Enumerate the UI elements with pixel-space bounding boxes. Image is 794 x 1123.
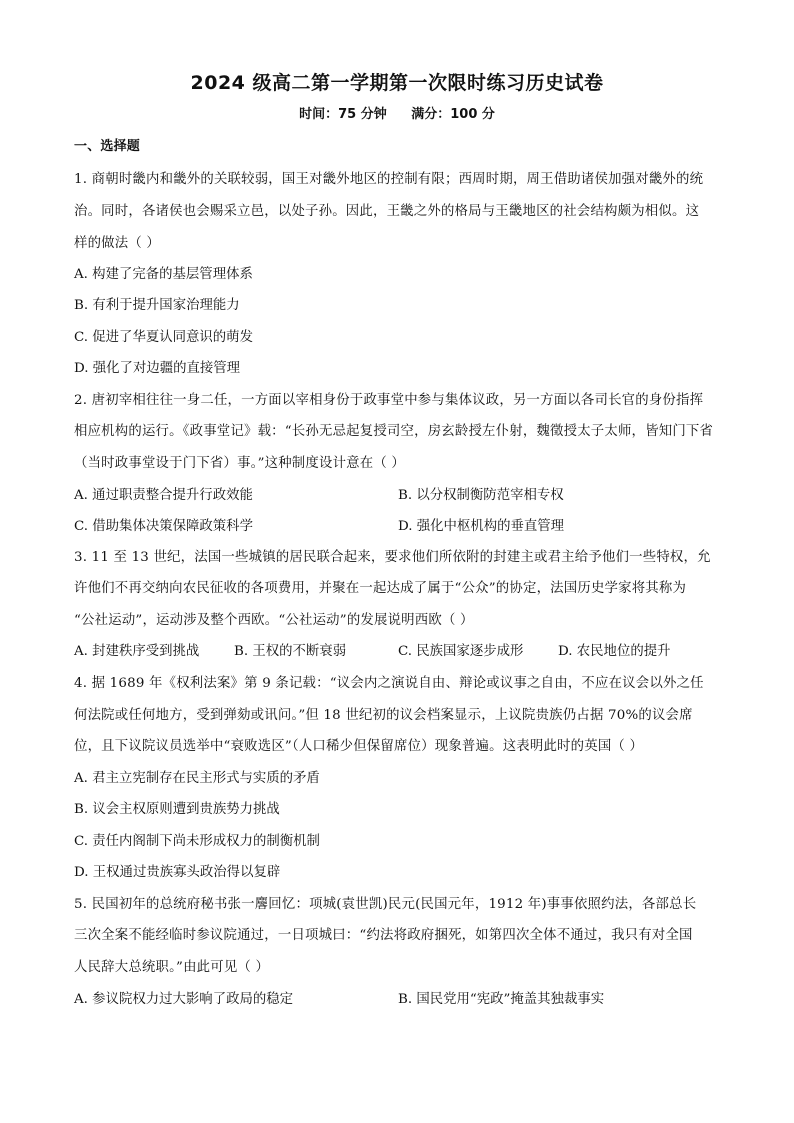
q2-option-b: B. 以分权制衡防范宰相专权 <box>398 488 564 503</box>
q3-line-2: 许他们不再交纳向农民征收的各项费用，并聚在一起达成了属于“公众”的协定，法国历史学家将其称为 <box>74 581 687 596</box>
q3-line-3: “公社运动”，运动涉及整个西欧。“公社运动”的发展说明西欧（ ） <box>74 613 474 628</box>
q1-line-2: 治。同时，各诸侯也会赐采立邑，以处子孙。因此，王畿之外的格局与王畿地区的社会结构颇为相似。这 <box>74 204 700 219</box>
q4-line-1: 4. 据 1689 年《权利法案》第 9 条记载：“议会内之演说自由、辩论或议事之自由，不应在议会以外之任 <box>74 676 704 691</box>
exam-subtitle <box>0 103 794 122</box>
q2-option-d: D. 强化中枢机构的垂直管理 <box>398 519 565 534</box>
q3-option-d: D. 农民地位的提升 <box>558 644 671 659</box>
q1-option-b: B. 有利于提升国家治理能力 <box>74 298 240 313</box>
exam-title: 2024 级高二第一学期第一次限时练习历史试卷 <box>190 72 604 94</box>
q4-option-b: B. 议会主权原则遭到贵族势力挑战 <box>74 802 280 817</box>
q4-option-a: A. 君主立宪制存在民主形式与实质的矛盾 <box>74 771 320 786</box>
q3-option-c: C. 民族国家逐步成形 <box>398 644 524 659</box>
q3-line-1: 3. 11 至 13 世纪，法国一些城镇的居民联合起来，要求他们所依附的封建主或君主给予他们一些特权，允 <box>74 550 711 565</box>
q5-option-b: B. 国民党用“宪政”掩盖其独裁事实 <box>398 992 605 1007</box>
q1-line-1: 1. 商朝时畿内和畿外的关联较弱，国王对畿外地区的控制有限；西周时期，周王借助诸侯加强对畿外的统 <box>74 172 704 187</box>
q4-option-c: C. 责任内阁制下尚未形成权力的制衡机制 <box>74 834 320 849</box>
q4-line-3: 位，且下议院议员选举中“衰败选区”（人口稀少但保留席位）现象普遍。这表明此时的英国（ ） <box>74 739 644 754</box>
q5-option-a: A. 参议院权力过大影响了政局的稳定 <box>74 992 294 1007</box>
q3-option-a: A. 封建秩序受到挑战 <box>74 644 200 659</box>
q1-option-d: D. 强化了对边疆的直接管理 <box>74 361 241 376</box>
q2-option-a: A. 通过职责整合提升行政效能 <box>74 488 253 503</box>
q1-option-c: C. 促进了华夏认同意识的萌发 <box>74 330 253 345</box>
q2-line-2: 相应机构的运行。《政事堂记》载：“长孙无忌起复授司空，房玄龄授左仆射，魏徵授太子太师，皆知门下省 <box>74 424 714 439</box>
section-heading: 一、选择题 <box>74 139 141 154</box>
q5-line-3: 人民辞大总统职。”由此可见（ ） <box>74 960 270 975</box>
exam-time: 时间：75 分钟 <box>299 107 387 122</box>
q1-option-a: A. 构建了完备的基层管理体系 <box>74 267 253 282</box>
q3-option-b: B. 王权的不断衰弱 <box>234 644 347 659</box>
q2-line-3: （当时政事堂设于门下省）事。”这种制度设计意在（ ） <box>74 456 405 471</box>
q2-line-1: 2. 唐初宰相往往一身二任，一方面以宰相身份于政事堂中参与集体议政，另一方面以各司长官的身份指挥 <box>74 393 704 408</box>
q5-line-2: 三次全案不能经临时参议院通过，一日项城曰：“约法将政府捆死，如第四次全体不通过，我只有对全国 <box>74 928 693 943</box>
q2-option-c: C. 借助集体决策保障政策科学 <box>74 519 253 534</box>
exam-score: 满分：100 分 <box>411 107 495 122</box>
q5-line-1: 5. 民国初年的总统府秘书张一麐回忆：项城(袁世凯)民元(民国元年，1912 年)事事依照约法，各部总长 <box>74 897 697 912</box>
q1-line-3: 样的做法（ ） <box>74 236 160 251</box>
q4-option-d: D. 王权通过贵族寡头政治得以复辟 <box>74 865 281 880</box>
q4-line-2: 何法院或任何地方，受到弹劾或讯问。”但 18 世纪初的议会档案显示，上议院贵族仍占据 70%的议会席 <box>74 708 693 723</box>
